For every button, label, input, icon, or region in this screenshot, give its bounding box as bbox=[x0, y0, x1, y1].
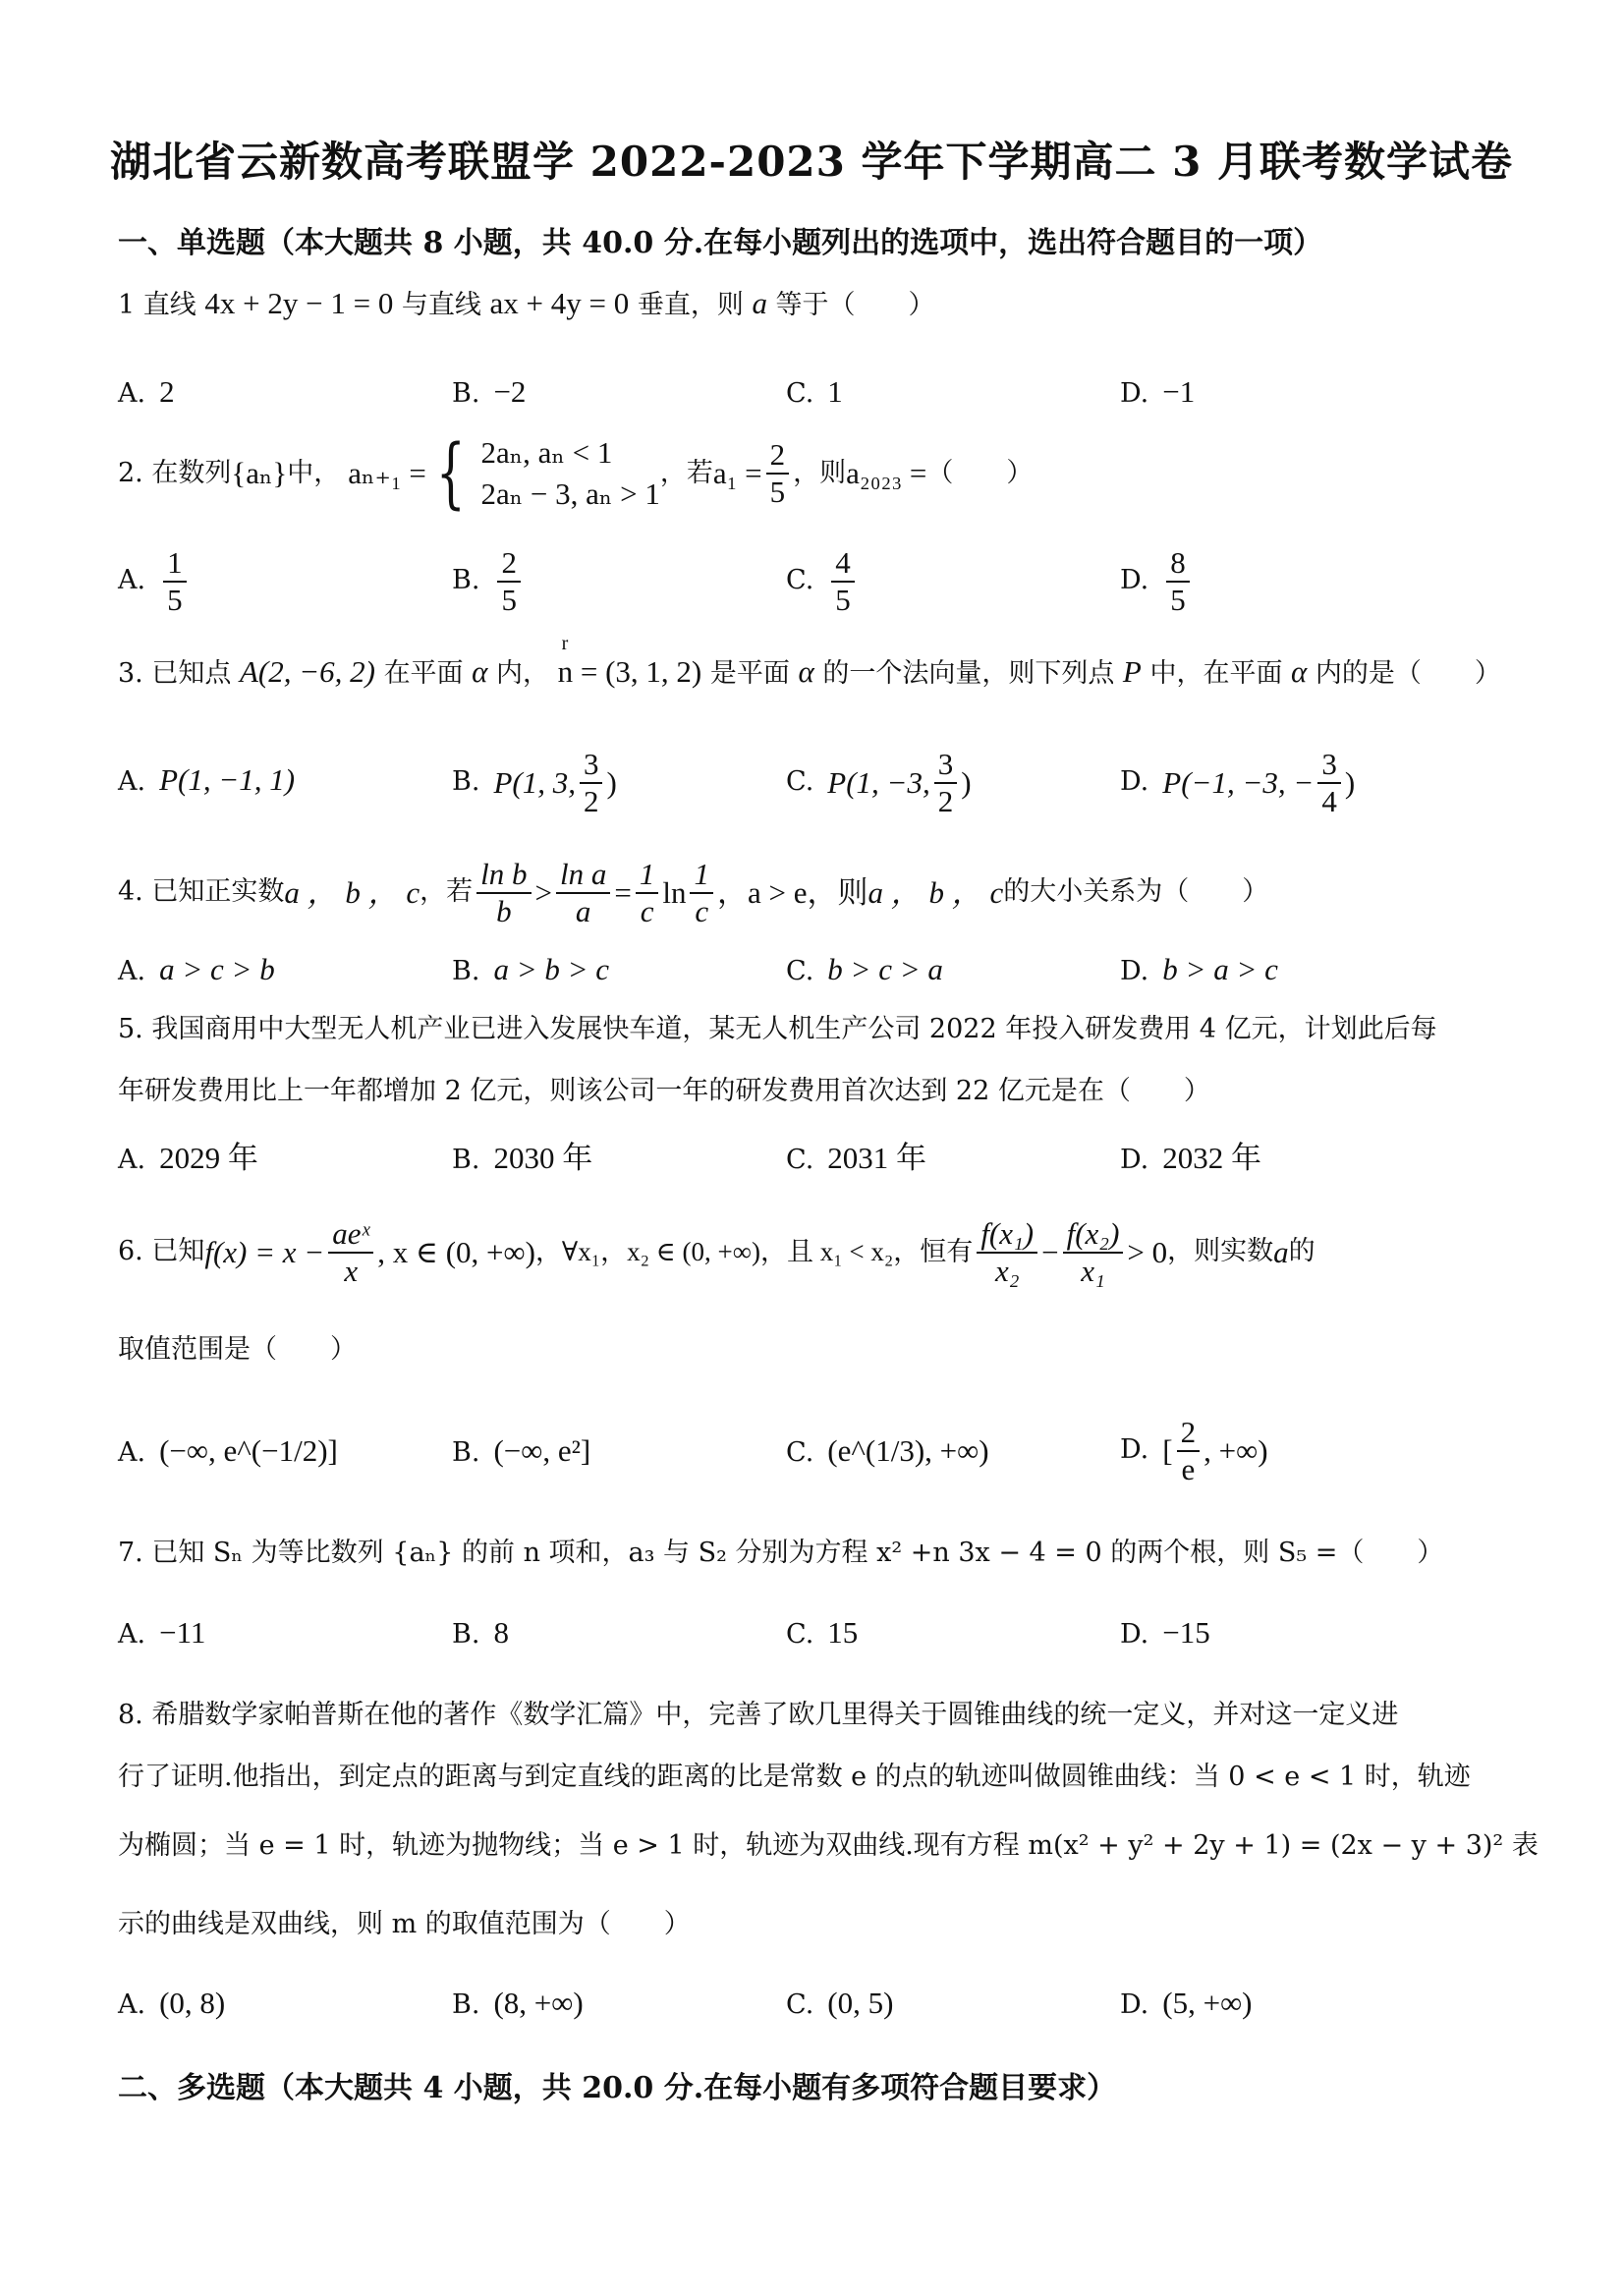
domain: , x ∈ (0, +∞) bbox=[377, 1235, 535, 1270]
option-a bbox=[118, 545, 191, 617]
option-c bbox=[786, 1614, 858, 1651]
variable: a bbox=[1273, 1235, 1289, 1270]
option-label: A. bbox=[118, 378, 146, 409]
question-number: 1 bbox=[118, 290, 136, 320]
option-value: ) bbox=[961, 765, 972, 801]
option-a bbox=[118, 1432, 338, 1469]
option-value: −1 bbox=[1162, 374, 1196, 409]
option-label: A. bbox=[118, 1989, 146, 2020]
option-d bbox=[1120, 373, 1195, 410]
option-value: ) bbox=[1344, 765, 1356, 801]
variables: a ， b ， c bbox=[284, 875, 420, 911]
option-value: 2031 年 bbox=[827, 1141, 927, 1175]
option-b bbox=[452, 545, 525, 617]
option-label: C. bbox=[786, 956, 814, 986]
option-value: 8 bbox=[493, 1615, 509, 1650]
question-text: 已知 bbox=[151, 1236, 205, 1267]
option-value: 2 bbox=[159, 374, 175, 409]
option-label: D. bbox=[1120, 1145, 1149, 1175]
question-6-line-2: 取值范围是（ ） bbox=[118, 1334, 357, 1365]
fraction: $\frac{4}{5}$ bbox=[831, 545, 855, 617]
question-text: （ ） bbox=[926, 457, 1034, 488]
question-8-line-2: 行了证明.他指出，到定点的距离与到定直线的距离的比是常数 e 的点的轨迹叫做圆锥曲线：当 0 < e < 1 时，轨迹 bbox=[118, 1762, 1471, 1792]
option-value: P(−1, −3, − bbox=[1162, 765, 1315, 801]
fraction: $\frac{2}{e}$ bbox=[1177, 1415, 1201, 1486]
variable: a bbox=[752, 286, 767, 320]
question-text: 内的是（ ） bbox=[1315, 658, 1501, 689]
option-value: [ bbox=[1162, 1433, 1173, 1469]
option-value: 15 bbox=[827, 1615, 859, 1650]
option-d bbox=[1120, 1614, 1210, 1651]
option-a bbox=[118, 373, 175, 410]
question-text: 的 bbox=[1288, 1236, 1315, 1267]
question-number: 3. bbox=[118, 658, 143, 689]
fraction: $\frac{\text{f(x₂)}}{\text{x₁}}$ bbox=[1063, 1216, 1124, 1288]
question-4 bbox=[118, 857, 1268, 928]
option-a bbox=[118, 1614, 205, 1651]
option-label: C. bbox=[786, 378, 814, 409]
option-b bbox=[452, 1140, 592, 1176]
question-number: 4. bbox=[118, 876, 143, 908]
option-label: C. bbox=[786, 1989, 814, 2020]
equation: 4x + 2y − 1 = 0 bbox=[204, 286, 394, 320]
sequence-symbol: {aₙ} bbox=[231, 456, 288, 491]
option-c bbox=[786, 747, 972, 818]
question-text: 直线 bbox=[142, 290, 196, 320]
option-label: D. bbox=[1120, 378, 1149, 409]
point-symbol: P bbox=[1122, 654, 1142, 689]
option-c bbox=[786, 373, 843, 410]
option-label: B. bbox=[452, 378, 480, 409]
operator: > bbox=[534, 875, 552, 911]
option-a bbox=[118, 1985, 225, 2021]
option-a bbox=[118, 951, 275, 987]
option-label: A. bbox=[118, 1437, 146, 1468]
fraction: $\frac{3}{2}$ bbox=[580, 747, 603, 818]
option-label: B. bbox=[452, 1989, 480, 2020]
question-3 bbox=[118, 633, 1501, 690]
option-d bbox=[1120, 951, 1278, 987]
question-text: ，若 bbox=[659, 457, 713, 488]
fraction: $\frac{2}{5}$ bbox=[497, 545, 521, 617]
fraction: $\frac{\text{ln a}}{a}$ bbox=[556, 857, 610, 928]
option-d bbox=[1120, 545, 1194, 617]
point-a: A(2, −6, 2) bbox=[239, 654, 375, 689]
option-label: C. bbox=[786, 766, 814, 798]
option-label: A. bbox=[118, 565, 146, 596]
option-label: D. bbox=[1120, 956, 1149, 986]
question-text: 是平面 bbox=[709, 658, 790, 689]
option-c bbox=[786, 545, 859, 617]
fraction: $\frac{\text{f(x₁)}}{\text{x₂}}$ bbox=[977, 1216, 1037, 1288]
plane-symbol: α bbox=[1291, 654, 1308, 689]
question-text: ，则 bbox=[793, 457, 847, 488]
question-text: 垂直，则 bbox=[637, 290, 744, 320]
question-text: ，∀x₁，x₂ ∈ (0, +∞)，且 x₁ < x₂，恒有 bbox=[534, 1237, 974, 1267]
question-text: 的一个法向量，则下列点 bbox=[822, 658, 1115, 689]
option-c bbox=[786, 951, 943, 987]
operator: − bbox=[1041, 1235, 1059, 1270]
initial-term: a₁ = bbox=[712, 456, 762, 491]
piecewise-definition bbox=[426, 428, 660, 518]
option-label: A. bbox=[118, 766, 146, 797]
question-text: 中，在平面 bbox=[1149, 658, 1283, 689]
option-d bbox=[1120, 747, 1355, 818]
option-c bbox=[786, 1432, 989, 1469]
option-value: P(1, −3, bbox=[827, 765, 930, 801]
option-label: D. bbox=[1120, 565, 1149, 596]
option-b bbox=[452, 1985, 584, 2021]
fraction: $\frac{3}{4}$ bbox=[1317, 747, 1341, 818]
fraction: $\frac{\text{ln b}}{b}$ bbox=[476, 857, 531, 928]
option-label: B. bbox=[452, 1145, 480, 1175]
question-number: 6. bbox=[118, 1236, 143, 1267]
option-b bbox=[452, 1432, 590, 1469]
fraction: $\frac{2}{5}$ bbox=[766, 437, 790, 509]
option-label: A. bbox=[118, 956, 146, 986]
fraction: $\frac{\text{aeˣ}}{x}$ bbox=[328, 1216, 373, 1288]
option-value: (−∞, e^(−1/2)] bbox=[159, 1433, 338, 1468]
equation: ax + 4y = 0 bbox=[489, 286, 630, 320]
option-label: B. bbox=[452, 565, 480, 596]
plane-symbol: α bbox=[798, 654, 814, 689]
question-1 bbox=[118, 285, 935, 321]
option-label: A. bbox=[118, 1619, 146, 1650]
option-value: −11 bbox=[159, 1615, 206, 1650]
option-d bbox=[1120, 1985, 1253, 2021]
normal-vector: n = (3, 1, 2) bbox=[557, 654, 702, 689]
option-label: D. bbox=[1120, 1434, 1149, 1466]
option-c bbox=[786, 1985, 893, 2021]
case-row: 2aₙ − 3, aₙ > 1 bbox=[480, 476, 660, 511]
question-8-line-1: 8. 希腊数学家帕普斯在他的著作《数学汇篇》中，完善了欧几里得关于圆锥曲线的统一定义，并对这一定义进 bbox=[118, 1700, 1399, 1730]
page-title: 湖北省云新数高考联盟学 2022-2023 学年下学期高二 3 月联考数学试卷 bbox=[110, 138, 1513, 186]
option-value: P(1, −1, 1) bbox=[159, 762, 296, 797]
option-value: b > a > c bbox=[1162, 952, 1278, 986]
option-value: −15 bbox=[1162, 1615, 1210, 1650]
condition: ，a > e，则 bbox=[716, 875, 868, 911]
question-2 bbox=[118, 428, 1034, 518]
option-label: D. bbox=[1120, 766, 1149, 798]
option-value: 2030 年 bbox=[493, 1141, 593, 1175]
fraction: $\frac{1}{c}$ bbox=[690, 857, 713, 928]
option-value: 2029 年 bbox=[159, 1141, 258, 1175]
option-c bbox=[786, 1140, 926, 1176]
section-heading-single-choice: 一、单选题（本大题共 8 小题，共 40.0 分.在每小题列出的选项中，选出符合题目的一项） bbox=[118, 226, 1323, 260]
recurrence-lhs: aₙ₊₁ = bbox=[348, 456, 426, 491]
question-text: 内， bbox=[496, 658, 550, 689]
option-value: 2032 年 bbox=[1162, 1141, 1262, 1175]
option-label: C. bbox=[786, 1437, 814, 1468]
question-6 bbox=[118, 1216, 1315, 1288]
section-heading-multiple-choice: 二、多选题（本大题共 4 小题，共 20.0 分.在每小题有多项符合题目要求） bbox=[118, 2071, 1117, 2105]
fraction: $\frac{1}{c}$ bbox=[636, 857, 659, 928]
option-b bbox=[452, 951, 609, 987]
brace-icon: { bbox=[435, 428, 466, 518]
option-value: P(1, 3, bbox=[493, 765, 576, 801]
option-value: (5, +∞) bbox=[1162, 1986, 1253, 2020]
question-text: 已知点 bbox=[151, 658, 232, 689]
question-text: ，则实数 bbox=[1167, 1236, 1274, 1267]
option-value: (0, 5) bbox=[827, 1986, 894, 2020]
option-label: C. bbox=[786, 1145, 814, 1175]
option-a bbox=[118, 1140, 258, 1176]
vector-mark: r bbox=[561, 633, 569, 654]
option-value: a > b > c bbox=[493, 952, 610, 986]
operator: > 0 bbox=[1127, 1235, 1168, 1270]
option-label: D. bbox=[1120, 1619, 1149, 1650]
question-5-line-1: 5. 我国商用中大型无人机产业已进入发展快车道，某无人机生产公司 2022 年投入研发费用 4 亿元，计划此后每 bbox=[118, 1014, 1437, 1044]
operator: ln bbox=[662, 875, 687, 911]
option-label: B. bbox=[452, 1437, 480, 1468]
option-b bbox=[452, 747, 617, 818]
question-8-line-4: 示的曲线是双曲线，则 m 的取值范围为（ ） bbox=[118, 1909, 691, 1939]
option-value: (−∞, e²] bbox=[493, 1433, 591, 1468]
option-a bbox=[118, 761, 295, 798]
option-value: ) bbox=[606, 765, 617, 801]
fraction: $\frac{8}{5}$ bbox=[1166, 545, 1190, 617]
question-text: 已知正实数 bbox=[151, 876, 285, 908]
option-value: 1 bbox=[827, 374, 843, 409]
question-text: 的大小关系为（ ） bbox=[1003, 876, 1269, 908]
option-label: B. bbox=[452, 766, 480, 798]
function-definition: f(x) = x − bbox=[204, 1235, 325, 1270]
question-text: 等于（ ） bbox=[775, 290, 935, 320]
fraction: $\frac{3}{2}$ bbox=[934, 747, 958, 818]
option-label: D. bbox=[1120, 1989, 1149, 2020]
option-label: A. bbox=[118, 1145, 146, 1175]
option-b bbox=[452, 1614, 509, 1651]
question-number: 2. bbox=[118, 457, 143, 488]
option-label: B. bbox=[452, 1619, 480, 1650]
variables: a ， b ， c bbox=[867, 875, 1004, 911]
fraction: $\frac{1}{5}$ bbox=[163, 545, 187, 617]
option-label: C. bbox=[786, 1619, 814, 1650]
question-8-line-3: 为椭圆；当 e = 1 时，轨迹为抛物线；当 e > 1 时，轨迹为双曲线.现有方程 m(x² + y² + 2y + 1) = (2x − y + 3)² 表 bbox=[118, 1830, 1539, 1861]
option-b bbox=[452, 373, 526, 410]
option-label: B. bbox=[452, 956, 480, 986]
option-value: −2 bbox=[493, 374, 527, 409]
question-text: 在平面 bbox=[383, 658, 464, 689]
option-value: (8, +∞) bbox=[493, 1986, 584, 2020]
question-text: 中， bbox=[287, 457, 341, 488]
option-value: (0, 8) bbox=[159, 1986, 226, 2020]
question-text: ，若 bbox=[420, 876, 474, 908]
question-text: 与直线 bbox=[401, 290, 481, 320]
target-term: a₂₀₂₃ = bbox=[846, 456, 927, 491]
case-row: 2aₙ, aₙ < 1 bbox=[480, 435, 613, 470]
option-d bbox=[1120, 1415, 1268, 1486]
option-value: a > c > b bbox=[159, 952, 275, 986]
question-5-line-2: 年研发费用比上一年都增加 2 亿元，则该公司一年的研发费用首次达到 22 亿元是在（ ） bbox=[118, 1076, 1210, 1106]
option-value: , +∞) bbox=[1203, 1433, 1268, 1469]
question-text: 在数列 bbox=[151, 457, 232, 488]
option-value: (e^(1/3), +∞) bbox=[827, 1433, 989, 1468]
plane-symbol: α bbox=[472, 654, 488, 689]
option-label: C. bbox=[786, 565, 814, 596]
question-7: 7. 已知 Sₙ 为等比数列 {aₙ} 的前 n 项和，a₃ 与 S₂ 分别为方程 x² +n 3x − 4 = 0 的两个根，则 S₅ =（ ） bbox=[118, 1538, 1444, 1568]
option-value: b > c > a bbox=[827, 952, 943, 986]
option-d bbox=[1120, 1140, 1261, 1176]
operator: = bbox=[614, 875, 632, 911]
